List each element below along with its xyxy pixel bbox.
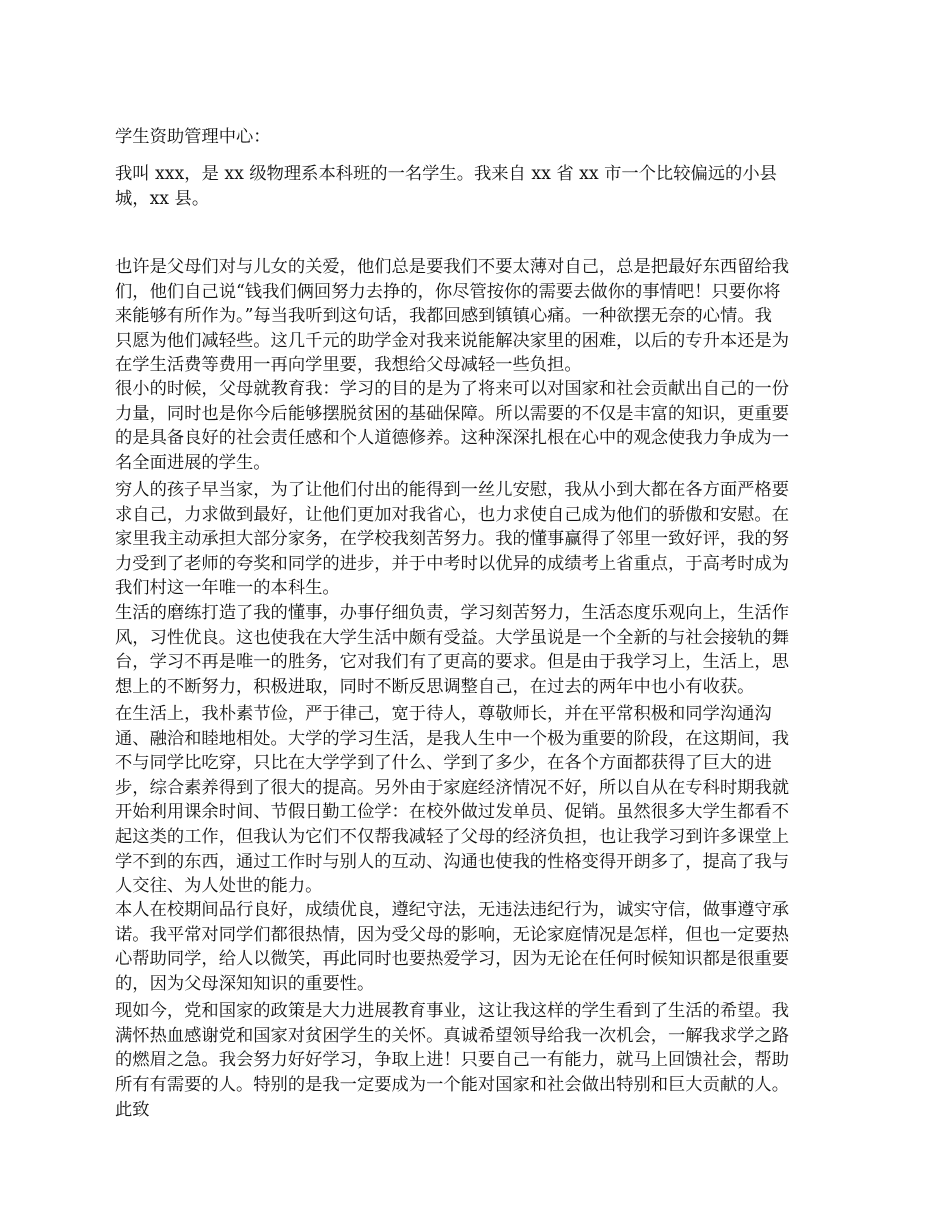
paragraph-line: 在生活上，我朴素节俭，严于律己，宽于待人，尊敬师长，并在平常积极和同学沟通沟: [115, 704, 772, 724]
body-paragraph-6: [115, 898, 789, 996]
paragraph-line: 城，xx 县。: [115, 188, 210, 209]
paragraph-line: 心帮助同学，给人以微笑，再此同时也要热爱学习，因为无论在任何时候知识都是很重要: [115, 949, 789, 970]
paragraph-line: 求自己，力求做到最好，让他们更加对我省心，也力求使自己成为他们的骄傲和安慰。在: [115, 504, 789, 525]
paragraph-line: 我叫 xxx，是 xx 级物理系本科班的一名学生。我来自 xx 省 xx 市一个比较偏远的小县: [115, 164, 777, 184]
body-paragraph-2: [115, 377, 789, 475]
paragraph-line: 诺。我平常对同学们都很热情，因为受父母的影响，无论家庭情况是怎样，但也一定要热: [115, 924, 789, 945]
paragraph-line: 力受到了老师的夸奖和同学的进步，并于中考时以优异的成绩考上省重点，于高考时成为: [115, 553, 789, 574]
paragraph-line: 现如今，党和国家的政策是大力进展教育事业，这让我这样的学生看到了生活的希望。我: [115, 1001, 789, 1021]
paragraph-line: 台，学习不再是唯一的胜务，它对我们有了更高的要求。但是由于我学习上，生活上，思: [115, 652, 789, 673]
paragraph-line: 力量，同时也是你今后能够摆脱贫困的基础保障。所以需要的不仅是丰富的知识，更重要: [115, 403, 789, 424]
body-paragraph-7: [115, 999, 789, 1097]
paragraph-line: 们，他们自己说“钱我们俩回努力去挣的，你尽管按你的需要去做你的事情吧！只要你将: [115, 281, 781, 302]
intro-paragraph: [115, 162, 777, 211]
salutation: [115, 125, 271, 150]
body-paragraph-4: [115, 601, 789, 699]
paragraph-line: 本人在校期间品行良好，成绩优良，遵纪守法，无违法违纪行为，诚实守信，做事遵守承: [115, 900, 789, 920]
body-paragraph-5: [115, 702, 789, 899]
paragraph-line: 满怀热血感谢党和国家对贫困学生的关怀。真诚希望领导给我一次机会，一解我求学之路: [115, 1025, 789, 1046]
paragraph-line: 的燃眉之急。我会努力好好学习，争取上进！只要自己一有能力，就马上回馈社会，帮助: [115, 1050, 789, 1071]
paragraph-line: 名全面进展的学生。: [115, 452, 271, 473]
paragraph-line: 来能够有所作为。”每当我听到这句话，我都回感到镇镇心痛。一种欲摆无奈的心情。我: [115, 306, 772, 327]
paragraph-line: 家里我主动承担大部分家务，在学校我刻苦努力。我的懂事赢得了邻里一致好评，我的努: [115, 529, 789, 550]
paragraph-line: 不与同学比吃穿，只比在大学学到了什么、学到了多少，在各个方面都获得了巨大的进: [115, 753, 772, 774]
paragraph-line: 我们村这一年唯一的本科生。: [115, 578, 340, 599]
paragraph-line: 步，综合素养得到了很大的提高。另外由于家庭经济情况不好，所以自从在专科时期我就: [115, 777, 789, 798]
body-paragraph-3: [115, 478, 789, 601]
paragraph-line: 起这类的工作，但我认为它们不仅帮我减轻了父母的经济负担，也让我学习到许多课堂上: [115, 826, 789, 847]
paragraph-line: 的，因为父母深知知识的重要性。: [115, 973, 375, 994]
paragraph-line: 想上的不断努力，积极进取，同时不断反思调整自己，在过去的两年中也小有收获。: [115, 676, 755, 697]
paragraph-line: 开始利用课余时间、节假日勤工俭学：在校外做过发单员、促销。虽然很多大学生都看不: [115, 802, 789, 823]
paragraph-line: 风，习性优良。这也使我在大学生活中颇有受益。大学虽说是一个全新的与社会接轨的舞: [115, 627, 789, 648]
paragraph-line: 的是具备良好的社会责任感和个人道德修养。这种深深扎根在心中的观念使我力争成为一: [115, 428, 789, 449]
paragraph-line: 通、融洽和睦地相处。大学的学习生活，是我人生中一个极为重要的阶段，在这期间，我: [115, 728, 789, 749]
salutation-line: 学生资助管理中心：: [115, 127, 271, 147]
paragraph-line: 学不到的东西，通过工作时与别人的互动、沟通也使我的性格变得开朗多了，提高了我与: [115, 851, 789, 872]
closing: [115, 1098, 150, 1123]
paragraph-line: 也许是父母们对与儿女的关爱，他们总是要我们不要太薄对自己，总是把最好东西留给我: [115, 257, 789, 277]
paragraph-line: 在学生活费等费用一再向学里要，我想给父母减轻一些负担。: [115, 355, 582, 376]
paragraph-line: 穷人的孩子早当家，为了让他们付出的能得到一丝儿安慰，我从小到大都在各方面严格要: [115, 480, 789, 500]
closing-line: 此致: [115, 1100, 150, 1120]
paragraph-line: 人交往、为人处世的能力。: [115, 876, 323, 897]
paragraph-line: 所有有需要的人。特别的是我一定要成为一个能对国家和社会做出特别和巨大贡献的人。: [115, 1074, 789, 1095]
paragraph-line: 很小的时候，父母就教育我：学习的目的是为了将来可以对国家和社会贡献出自己的一份: [115, 379, 789, 399]
paragraph-line: 只愿为他们减轻些。这几千元的助学金对我来说能解决家里的困难，以后的专升本还是为: [115, 330, 789, 351]
paragraph-line: 生活的磨练打造了我的懂事，办事仔细负责，学习刻苦努力，生活态度乐观向上，生活作: [115, 603, 789, 623]
body-paragraph-1: [115, 255, 789, 378]
